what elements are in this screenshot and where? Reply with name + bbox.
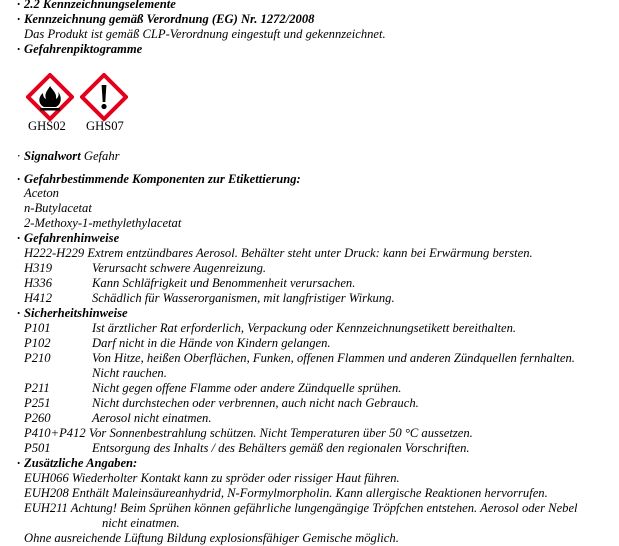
precaution-heading: · Sicherheitshinweise	[17, 306, 128, 320]
classification-note: Das Produkt ist gemäß CLP-Verordnung eingestuft und gekennzeichnet.	[24, 27, 386, 41]
precaution-text: Nicht gegen offene Flamme oder andere Zündquelle sprühen.	[92, 381, 402, 395]
hazard-code: H319	[24, 261, 52, 275]
bullet-dot: ·	[17, 12, 21, 26]
precaution-code: P251	[24, 396, 51, 410]
signal-word-line	[17, 149, 120, 164]
precaution-text: Darf nicht in die Hände von Kindern gelangen.	[92, 336, 331, 350]
precaution-code: P501	[24, 441, 51, 455]
precaution-code: P210	[24, 351, 51, 365]
precaution-continuation: Nicht rauchen.	[92, 366, 167, 380]
signal-word-label: Signalwort	[24, 149, 81, 163]
bullet-dot: ·	[17, 456, 21, 470]
additional-item: EUH208 Enthält Maleinsäureanhydrid, N-Formylmorpholin. Kann allergische Reaktionen hervorrufen.	[24, 486, 548, 500]
hazard-text: Verursacht schwere Augenreizung.	[92, 261, 267, 275]
components-heading: · Gefahrbestimmende Komponenten zur Etikettierung:	[17, 172, 301, 186]
hazard-code: H222-H229 Extrem entzündbares Aerosol. Behälter steht unter Druck: kann bei Erwärmung bersten.	[24, 246, 533, 260]
precaution-code: P410+P412 Vor Sonnenbestrahlung schützen. Nicht Temperaturen über 50 °C aussetzen.	[24, 426, 473, 440]
flame-icon	[26, 73, 74, 121]
hazard-code: H336	[24, 276, 52, 290]
regulation-heading: · Kennzeichnung gemäß Verordnung (EG) Nr. 1272/2008	[17, 12, 315, 26]
pictogram-label-ghs02: GHS02	[28, 119, 66, 133]
bullet-dot: ·	[17, 42, 21, 56]
bullet-dot: ·	[17, 306, 21, 320]
hazard-text: Kann Schläfrigkeit und Benommenheit verursachen.	[92, 276, 356, 290]
precaution-text: Entsorgung des Inhalts / des Behälters gemäß den regionalen Vorschriften.	[92, 441, 470, 455]
precaution-text: Ist ärztlicher Rat erforderlich, Verpackung oder Kennzeichnungsetikett bereithalten.	[92, 321, 517, 335]
component-item: n-Butylacetat	[24, 201, 92, 215]
hazard-heading: · Gefahrenhinweise	[17, 231, 120, 245]
bullet-dot: ·	[17, 172, 21, 186]
precaution-text: Von Hitze, heißen Oberflächen, Funken, offenen Flammen und anderen Zündquellen fernhalten.	[92, 351, 575, 365]
additional-item: EUH066 Wiederholter Kontakt kann zu spröder oder rissiger Haut führen.	[24, 471, 400, 485]
hazard-text: Extrem entzündbares Aerosol. Behälter steht unter Druck: kann bei Erwärmung bersten.	[87, 246, 533, 260]
precaution-code: P101	[24, 321, 51, 335]
additional-item-continuation: nicht einatmen.	[102, 516, 180, 530]
hazard-code: H412	[24, 291, 52, 305]
precaution-code: P211	[24, 381, 50, 395]
exclamation-icon	[80, 73, 128, 121]
precaution-code: P260	[24, 411, 51, 425]
bullet-dot: ·	[17, 149, 21, 163]
hazard-text: Schädlich für Wasserorganismen, mit langfristiger Wirkung.	[92, 291, 395, 305]
component-item: 2-Methoxy-1-methylethylacetat	[24, 216, 182, 230]
component-item: Aceton	[24, 186, 59, 200]
additional-item: EUH211 Achtung! Beim Sprühen können gefährliche lungengängige Tröpfchen entstehen. Aerosol oder Nebel	[24, 501, 578, 515]
bullet-dot: ·	[17, 0, 21, 11]
precaution-text: Aerosol nicht einatmen.	[92, 411, 212, 425]
pictograms-heading: · Gefahrenpiktogramme	[17, 42, 143, 56]
bullet-dot: ·	[17, 231, 21, 245]
precaution-code: P102	[24, 336, 51, 350]
additional-item: Ohne ausreichende Lüftung Bildung explosionsfähiger Gemische möglich.	[24, 531, 399, 545]
section-heading: · 2.2 Kennzeichnungselemente	[17, 0, 176, 12]
pictogram-label-ghs07: GHS07	[86, 119, 124, 133]
additional-heading: · Zusätzliche Angaben:	[17, 456, 138, 470]
signal-word-value: Gefahr	[83, 149, 120, 163]
precaution-text: Vor Sonnenbestrahlung schützen. Nicht Temperaturen über 50 °C aussetzen.	[88, 426, 473, 440]
precaution-text: Nicht durchstechen oder verbrennen, auch nicht nach Gebrauch.	[92, 396, 419, 410]
